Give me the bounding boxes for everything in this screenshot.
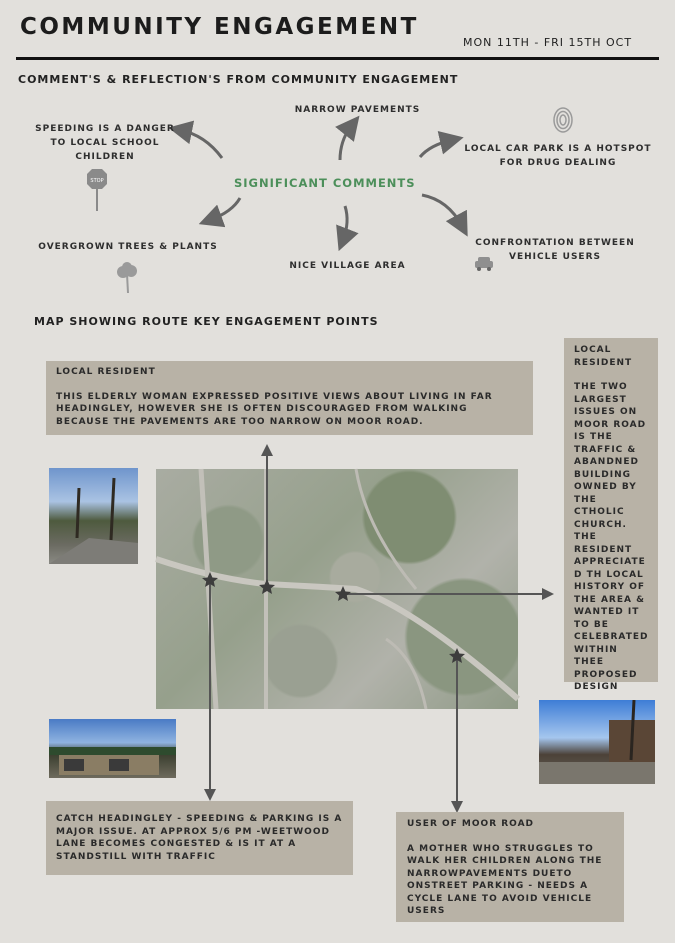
catch-headingley-title: CATCH HEADINGLEY	[56, 814, 174, 824]
moor-road-user-text: A MOTHER WHO STRUGGLES TO WALK HER CHILDREN ALONG THE NARROWPAVEMENTS DUETO ONSTREET PARKING - NEEDS A CYCLE LANE TO AVOID VEHICLE USERS	[407, 843, 603, 916]
comment-overgrown-trees: OVERGROWN TREES & PLANTS	[38, 242, 218, 252]
star-marker-3	[335, 586, 351, 601]
local-resident-2-title: LOCAL RESIDENT	[574, 345, 633, 368]
moor-road-user-box	[396, 812, 624, 922]
catch-headingley-box	[46, 801, 353, 875]
comment-speeding: SPEEDING IS A DANGER TO LOCAL SCHOOL CHILDREN	[35, 124, 175, 162]
comment-narrow-pavements: NARROW PAVEMENTS	[294, 105, 421, 115]
local-resident-text: THIS ELDERLY WOMAN EXPRESSED POSITIVE VIEWS ABOUT LIVING IN FAR HEADINGLEY, HOWEVER SHE IS OFTEN DISCOURAGED FROM WALKING BECAUSE THE PAVEMENTS ARE TOO NARROW ON MOOR ROAD.	[56, 391, 493, 427]
local-resident-2-text: THE TWO LARGEST ISSUES ON MOOR ROAD IS THE TRAFFIC & ABANDNED BUILDING OWNED BY THE CTHOLIC CHURCH. THE RESIDENT APPRECIATE D TH LOCAL HISTORY OF THE AREA & WANTED IT TO BE CELEBRATED WITHIN THEE PROPOSED DESIGN	[574, 382, 649, 692]
comments-heading: COMMENT'S & REFLECTION'S FROM COMMUNITY ENGAGEMENT	[18, 73, 459, 86]
moor-road-user-title: USER OF MOOR ROAD	[407, 819, 535, 829]
local-resident-title: LOCAL RESIDENT	[56, 367, 156, 377]
star-markers	[202, 572, 465, 663]
comment-confrontation: CONFRONTATION BETWEEN VEHICLE USERS	[475, 238, 635, 262]
date-range: MON 11TH - FRI 15TH OCT	[463, 36, 633, 49]
comment-car-park: LOCAL CAR PARK IS A HOTSPOT FOR DRUG DEALING	[464, 144, 652, 168]
comment-village-area: NICE VILLAGE AREA	[289, 261, 406, 271]
star-marker-2	[259, 579, 275, 594]
map-heading: MAP SHOWING ROUTE KEY ENGAGEMENT POINTS	[34, 315, 379, 328]
significant-comments-label: SIGNIFICANT COMMENTS	[234, 176, 416, 190]
page-title: COMMUNITY ENGAGEMENT	[20, 14, 419, 40]
catch-headingley-text: - SPEEDING & PARKING IS A MAJOR ISSUE. AT APPROX 5/6 PM -WEETWOOD LANE BECOMES CONGESTED & IS IT AT A STANDSTILL WITH TRAFFIC	[56, 814, 343, 862]
svg-text:STOP: STOP	[90, 178, 104, 184]
